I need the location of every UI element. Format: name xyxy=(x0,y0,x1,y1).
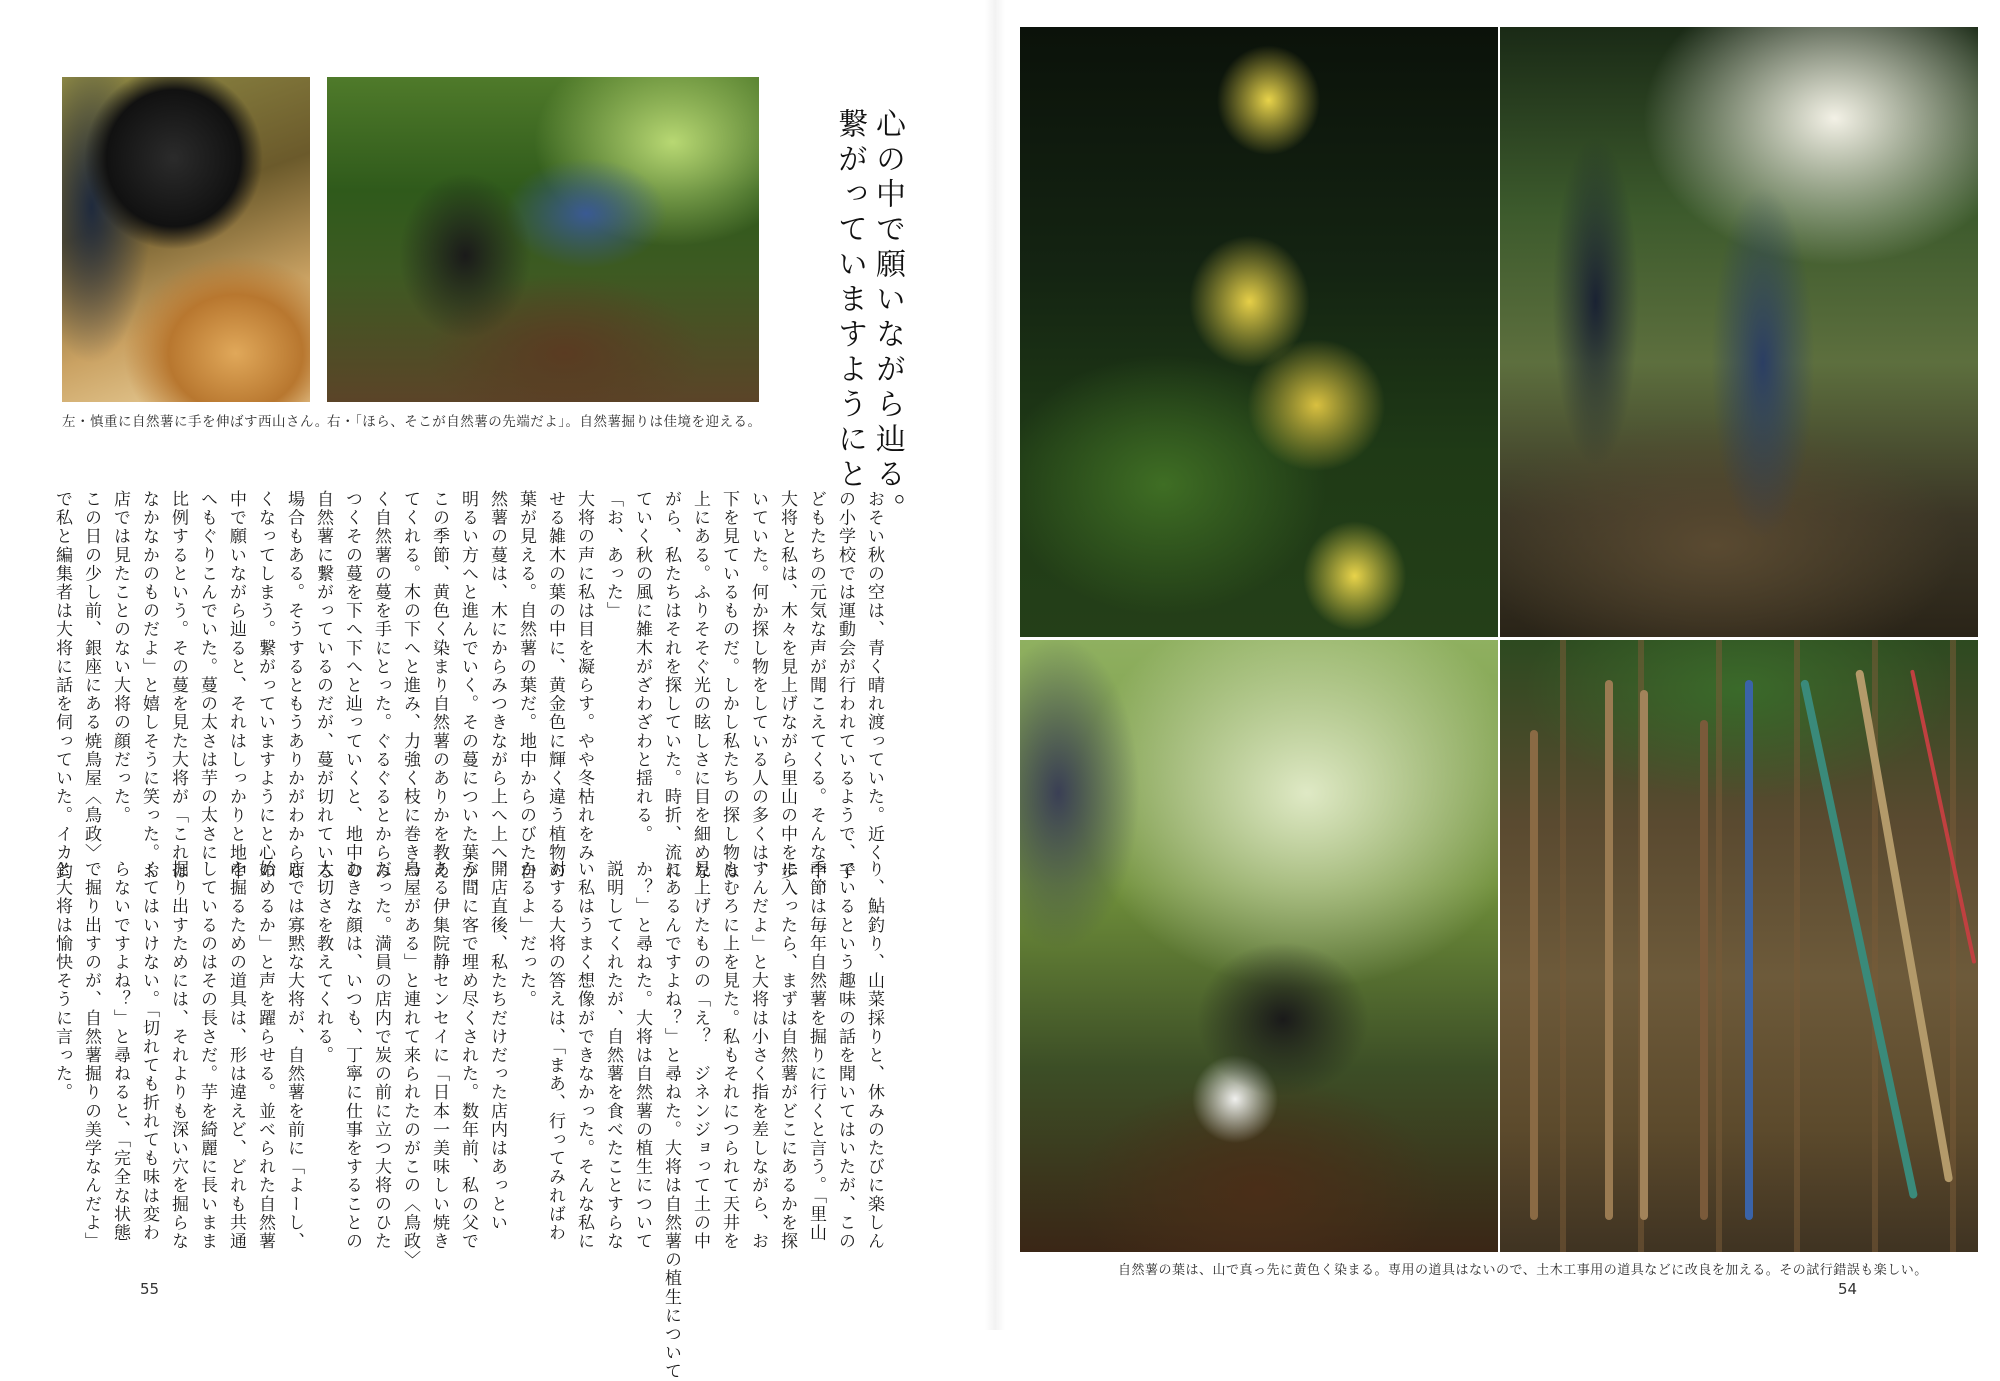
headline-line-2: 心の中で願いながら辿る。 xyxy=(870,108,905,528)
body-line: 大将の声に私は目を凝らす。やや冬枯れをみ xyxy=(574,490,594,862)
caption-bottom: 自然薯の葉は、山で真っ先に黄色く染まる。専用の道具はないので、土木工事用の道具などに改良を加える。その試行錯誤も楽しい。 xyxy=(1118,1263,1928,1278)
tool-blue-spade xyxy=(1745,680,1753,1220)
page-number-right: 54 xyxy=(1838,1280,1858,1298)
body-line: 葉が見える。自然薯の葉だ。地中からのびた自 xyxy=(516,490,536,881)
body-line: なかなかのものだよ」と嬉しそうに笑った。お xyxy=(139,490,159,881)
body-line: 然薯の蔓は、木にからみつきながら上へ上へ、 xyxy=(487,490,507,881)
page-number-left: 55 xyxy=(140,1280,160,1298)
body-line: 明るい方へと進んでいく。その蔓についた葉が、 xyxy=(458,490,478,900)
body-line: 下を見ているものだ。しかし私たちの探し物は xyxy=(719,490,739,881)
body-line: おそい秋の空は、青く晴れ渡っていた。近く xyxy=(864,490,884,862)
body-line: ていく秋の風に雑木がざわざわと揺れる。 xyxy=(632,490,652,844)
body-line: 上にある。ふりそそぐ光の眩しさに目を細めな xyxy=(690,490,710,881)
body-line: 鳥屋がある」と連れて来られたのがこの〈鳥政〉 xyxy=(400,860,420,1270)
body-line: もむろに上を見た。私もそれにつられて天井を xyxy=(719,860,739,1251)
headline-line-1: 繋がっていますようにと xyxy=(832,108,867,493)
body-line: 大切さを教えてくれる。 xyxy=(313,860,333,1065)
body-line: か？」と尋ねた。大将は自然薯の植生について xyxy=(632,860,652,1251)
tool-teal-bar xyxy=(1800,679,1918,1199)
body-line: 開店直後、私たちだけだった店内はあっとい xyxy=(487,860,507,1232)
tool-red-rod xyxy=(1910,670,1976,964)
body-line: と大将は愉快そうに言った。 xyxy=(52,860,72,1102)
body-line: 大将と私は、木々を見上げながら里山の中を歩 xyxy=(777,490,797,881)
body-line: 「お、あった」 xyxy=(603,490,623,621)
body-line: この日の少し前、銀座にある焼鳥屋〈鳥政〉 xyxy=(81,490,101,862)
tool-shovel-4 xyxy=(1700,720,1708,1220)
body-line: しているのはその長さだ。芋を綺麗に長いまま xyxy=(197,860,217,1251)
body-line: 店では寡黙な大将が、自然薯を前に「よーし、 xyxy=(284,860,304,1251)
body-line: 対する大将の答えは、「まあ、行ってみればわ xyxy=(545,860,565,1243)
photo-yellow-yam-leaves xyxy=(1020,27,1498,637)
body-line: かるよ」だった。 xyxy=(516,860,536,1009)
body-line: つくその蔓を下へ下へと辿っていくと、地中の xyxy=(342,490,362,881)
photo-two-people-digging xyxy=(327,77,759,402)
photo-people-walking-with-tools xyxy=(1500,27,1978,637)
photo-woman-reaching-into-soil xyxy=(62,77,310,402)
body-line: 説明してくれたが、自然薯を食べたことすらな xyxy=(603,860,623,1251)
body-line: く自然薯の蔓を手にとった。ぐるぐるとからみ xyxy=(371,490,391,881)
tool-shovel-1 xyxy=(1530,730,1538,1220)
body-line: くてはいけない。「切れても折れても味は変わ xyxy=(139,860,159,1243)
body-line: どもたちの元気な声が聞こえてくる。そんな中、 xyxy=(806,490,826,900)
body-line: 中で願いながら辿ると、それはしっかりと地中 xyxy=(226,490,246,881)
body-line: り、鮎釣り、山菜採りと、休みのたびに楽しん xyxy=(864,860,884,1251)
body-line: 場合もある。そうするともうありかがわからな xyxy=(284,490,304,881)
body-line: いていた。何か探し物をしている人の多くは、 xyxy=(748,490,768,881)
body-line: う間に客で埋め尽くされた。数年前、私の父で xyxy=(458,860,478,1251)
body-line: せる雑木の葉の中に、黄金色に輝く違う植物の xyxy=(545,490,565,881)
body-line: で掘り出すのが、自然薯掘りの美学なんだよ」 xyxy=(81,860,101,1251)
tool-wood-pole xyxy=(1855,669,1953,1182)
body-line: 始めるか」と声を躍らせる。並べられた自然薯 xyxy=(255,860,275,1251)
body-line: で私と編集者は大将に話を伺っていた。イカ釣 xyxy=(52,490,72,881)
body-line: へもぐりこんでいた。蔓の太さは芋の太さに xyxy=(197,490,217,862)
body-line: らないですよね？」と尋ねると、「完全な状態 xyxy=(110,860,130,1243)
tool-shovel-2 xyxy=(1605,680,1613,1220)
body-line: がら、私たちはそれを探していた。時折、流れ xyxy=(661,490,681,881)
body-text-upper xyxy=(52,490,888,900)
spine-gutter xyxy=(985,0,1005,1330)
body-line: 自然薯に繋がっているのだが、蔓が切れている xyxy=(313,490,333,881)
body-line: にあるんですよね？」と尋ねた。大将は自然薯の植生について xyxy=(661,860,681,1381)
body-line: でいるという趣味の話を聞いてはいたが、この xyxy=(835,860,855,1251)
body-line: 店では見たことのない大将の顔だった。 xyxy=(110,490,130,825)
body-line: 比例するという。その蔓を見た大将が「これは xyxy=(168,490,188,881)
body-line: を掘るための道具は、形は違えど、どれも共通 xyxy=(226,860,246,1251)
body-line: だった。満員の店内で炭の前に立つ大将のひた xyxy=(371,860,391,1251)
body-line: くなってしまう。繋がっていますようにと心の xyxy=(255,490,275,881)
body-line: すんだよ」と大将は小さく指を差しながら、お xyxy=(748,860,768,1251)
body-line: に入ったら、まずは自然薯がどこにあるかを探 xyxy=(777,860,797,1251)
body-line: むきな顔は、いつも、丁寧に仕事をすることの xyxy=(342,860,362,1251)
body-line: い私はうまく想像ができなかった。そんな私に xyxy=(574,860,594,1251)
body-line: 季節は毎年自然薯を掘りに行くと言う。「里山 xyxy=(806,860,826,1243)
photo-digging-tools xyxy=(1500,640,1978,1252)
body-line: この季節、黄色く染まり自然薯のありかを教え xyxy=(429,490,449,881)
tool-shovel-3 xyxy=(1640,690,1648,1220)
body-line: ある伊集院静センセイに「日本一美味しい焼き xyxy=(429,860,449,1251)
body-line: の小学校では運動会が行われているようで、子 xyxy=(835,490,855,881)
caption-left-photo: 左・慎重に自然薯に手を伸ばす西山さん。 xyxy=(62,414,329,430)
body-line: 掘り出すためには、それよりも深い穴を掘らな xyxy=(168,860,188,1251)
caption-right-photo: 右・「ほら、そこが自然薯の先端だよ」。自然薯掘りは佳境を迎える。 xyxy=(327,414,762,430)
photo-man-digging-close-up xyxy=(1020,640,1498,1252)
body-line: てくれる。木の下へと進み、力強く枝に巻きつ xyxy=(400,490,420,881)
body-line: 見上げたものの「え？ ジネンジョって土の中 xyxy=(690,860,710,1251)
